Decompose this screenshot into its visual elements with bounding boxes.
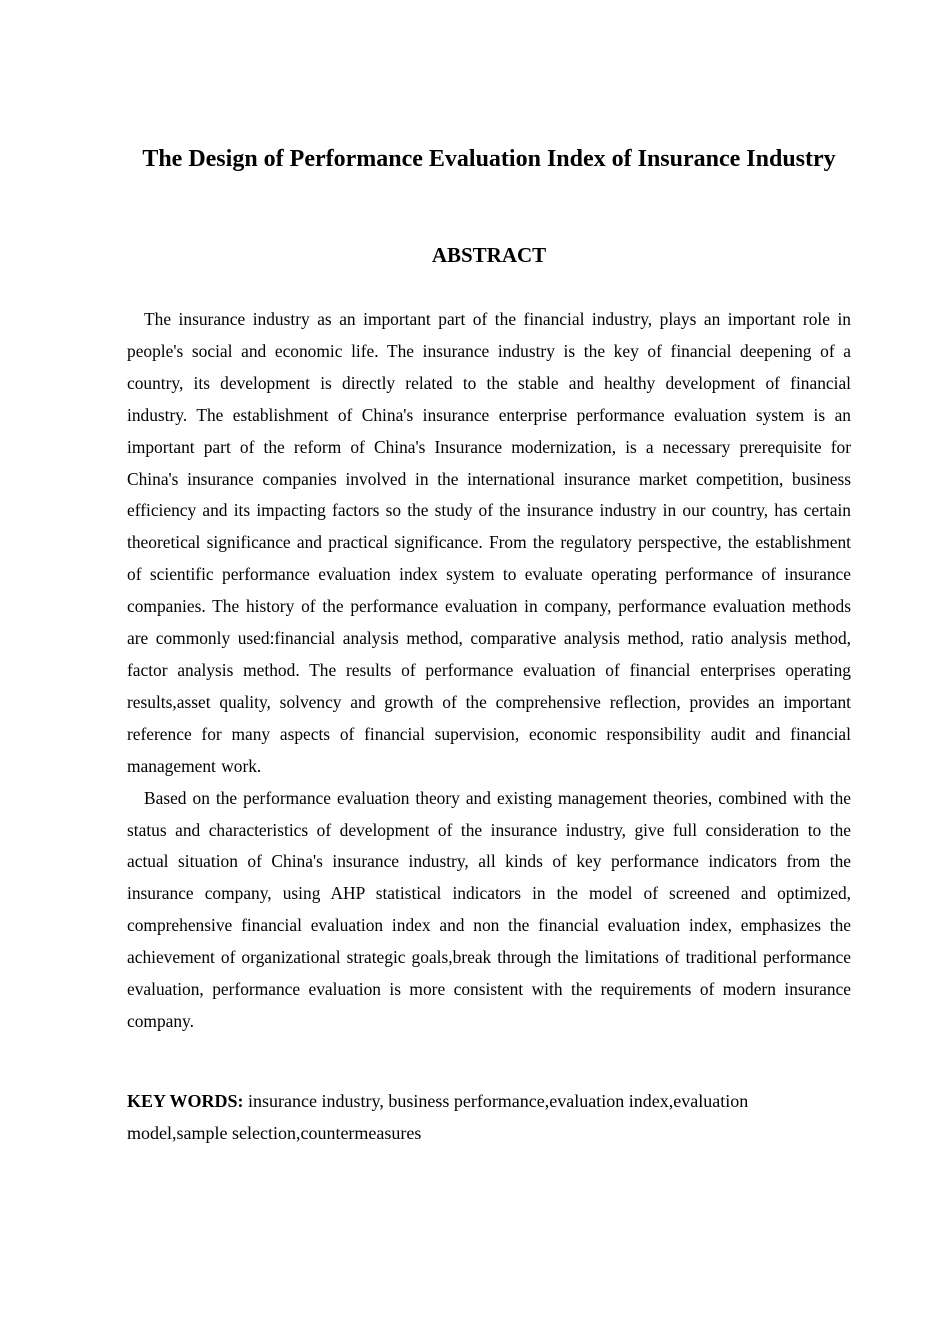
keywords-line — [127, 1085, 851, 1149]
abstract-body — [127, 304, 851, 1038]
page-title: The Design of Performance Evaluation Index of Insurance Industry — [142, 146, 836, 172]
abstract-paragraph-2: Based on the performance evaluation theory and existing management theories, combined with the status and characteristics of development of the insurance industry, give full consideration to the actual situation of China's insurance industry, all kinds of key performance indicators from the insurance company, using AHP statistical indicators in the model of screened and optimized, comprehensive financial evaluation index and non the financial evaluation index, emphasizes the achievement of organizational strategic goals,break through the limitations of traditional performance evaluation, performance evaluation is more consistent with the requirements of modern insurance company. — [127, 787, 851, 1031]
abstract-paragraph-1: The insurance industry as an important part of the financial industry, plays an important role in people's social and economic life. The insurance industry is the key of financial deepening of a country, its development is directly related to the stable and healthy development of financial industry. The establishment of China's insurance enterprise performance evaluation system is an important part of the reform of China's Insurance modernization, is a necessary prerequisite for China's insurance companies involved in the international insurance market competition, business efficiency and its impacting factors so the study of the insurance industry in our country, has certain theoretical significance and practical significance. From the regulatory perspective, the establishment of scientific performance evaluation index system to evaluate operating performance of insurance companies. The history of the performance evaluation in company, performance evaluation methods are commonly used:financial analysis method, comparative analysis method, ratio analysis method, factor analysis method. The results of performance evaluation of financial enterprises operating results,asset quality, solvency and growth of the comprehensive reflection, provides an important reference for many aspects of financial supervision, economic responsibility audit and financial management work. — [127, 309, 851, 776]
abstract-heading: ABSTRACT — [431, 243, 547, 267]
keywords-text: insurance industry, business performance,evaluation index,evaluation model,sample selection,countermeasures — [127, 1091, 749, 1143]
keywords-label: KEY WORDS: — [127, 1091, 244, 1111]
